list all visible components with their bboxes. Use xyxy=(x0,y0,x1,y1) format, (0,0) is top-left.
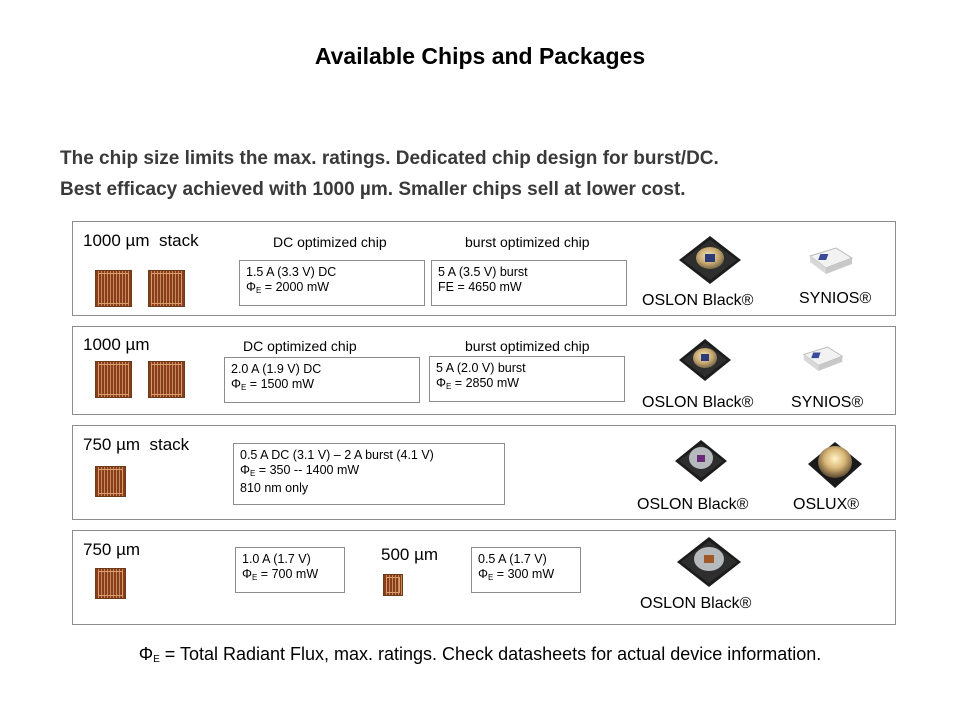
chip-image xyxy=(95,568,126,599)
oslon-black-package-image xyxy=(671,436,731,486)
package-name-synios: SYNIOS® xyxy=(799,290,872,307)
package-name-oslon: OSLON Black® xyxy=(642,292,754,309)
oslon-black-package-image xyxy=(675,335,735,385)
package-name-oslon: OSLON Black® xyxy=(637,496,749,513)
small-chip-label: 500 µm xyxy=(381,545,439,564)
burst-chip-label: burst optimized chip xyxy=(465,234,590,250)
small-chip-image xyxy=(383,574,403,596)
row-750um xyxy=(72,530,896,625)
intro-line-2: Best efficacy achieved with 1000 µm. Smaller chips sell at lower cost. xyxy=(60,179,686,200)
dc-spec-box: 1.5 A (3.3 V) DC $\Phi_E = 2000$ mW xyxy=(239,260,425,306)
row-1000um-stack xyxy=(72,221,896,316)
dc-chip-label: DC optimized chip xyxy=(273,234,387,250)
package-name-oslux: OSLUX® xyxy=(793,496,860,513)
burst-chip-label: burst optimized chip xyxy=(465,338,590,354)
chip-image xyxy=(95,466,126,497)
burst-spec-box: 5 A (2.0 V) burst $\Phi_E = 2850$ mW xyxy=(429,356,625,402)
burst-spec-box: 5 A (3.5 V) burst FE = 4650 mW xyxy=(431,260,627,306)
spec-box-750: 1.0 A (1.7 V) $\Phi_E = 700$ mW xyxy=(235,547,345,593)
dc-chip-label: DC optimized chip xyxy=(243,338,357,354)
chip-image-burst xyxy=(148,361,185,398)
package-name-oslon: OSLON Black® xyxy=(640,595,752,612)
spec-box: 0.5 A DC (3.1 V) – 2 A burst (4.1 V) $\Phi_E = 350 -- 1400$ mW 810 nm only xyxy=(233,443,505,505)
row-label: 1000 µm stack xyxy=(83,231,199,250)
chip-image-dc xyxy=(95,361,132,398)
chip-image-burst xyxy=(148,270,185,307)
row-1000um xyxy=(72,326,896,415)
oslux-package-image xyxy=(806,440,864,490)
row-750um-stack xyxy=(72,425,896,520)
row-label: 750 µm xyxy=(83,540,141,559)
intro-line-1: The chip size limits the max. ratings. Dedicated chip design for burst/DC. xyxy=(60,148,719,169)
dc-spec-box: 2.0 A (1.9 V) DC $\Phi_E = 1500$ mW xyxy=(224,357,420,403)
package-name-synios: SYNIOS® xyxy=(791,394,864,411)
oslon-black-package-image xyxy=(675,232,745,288)
row-label: 1000 µm xyxy=(83,335,150,354)
row-label: 750 µm stack xyxy=(83,435,190,454)
footer-note: $\Phi_E$ = Total Radiant Flux, max. ratings. Check datasheets for actual device information. xyxy=(138,644,822,665)
package-name-oslon: OSLON Black® xyxy=(642,394,754,411)
spec-box-500: 0.5 A (1.7 V) $\Phi_E = 300$ mW xyxy=(471,547,581,593)
slide-title: Available Chips and Packages xyxy=(314,43,646,69)
oslon-black-package-image xyxy=(673,533,745,591)
chip-image-dc xyxy=(95,270,132,307)
synios-package-image xyxy=(800,343,846,375)
synios-package-image xyxy=(806,244,856,278)
